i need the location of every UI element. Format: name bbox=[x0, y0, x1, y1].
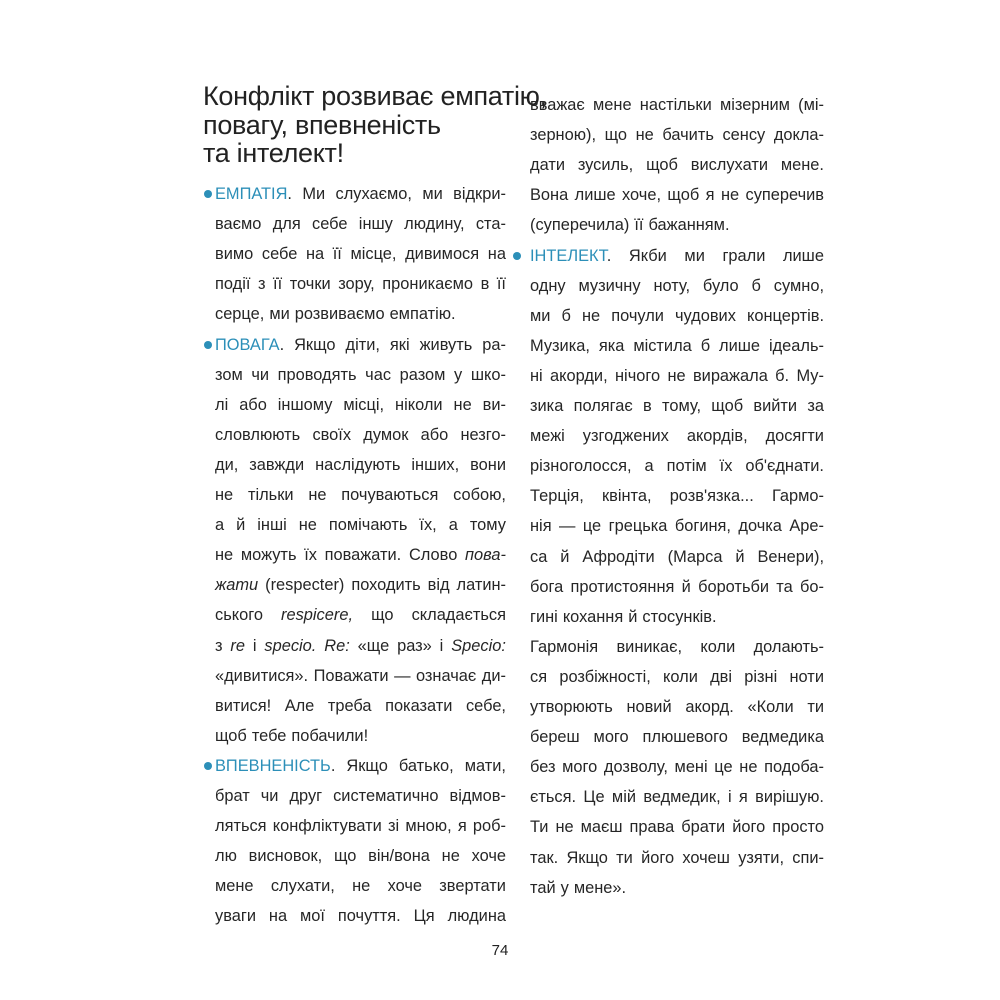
text-line: без мого дозволу, мені це не подоба- bbox=[530, 758, 824, 777]
text-line: ляться конфліктувати зі мною, я роб- bbox=[215, 817, 506, 836]
text-line: ми б не почули чудових концертів. bbox=[530, 306, 824, 325]
text-line: так. Якщо ти його хочеш узяти, спи- bbox=[530, 848, 824, 867]
text-line: зика полягає в тому, щоб вийти за bbox=[530, 397, 824, 415]
text-line: ваємо для себе іншу людину, ста- bbox=[215, 215, 506, 234]
text-line: вважає мене настільки мізерним (мі- bbox=[530, 96, 824, 114]
bullet-icon bbox=[204, 762, 212, 770]
text-line: ди, завжди наслідують інших, вони bbox=[215, 455, 506, 474]
keyword: ПОВАГА. bbox=[215, 335, 285, 354]
text-line: гині кохання й стосунків. bbox=[530, 607, 717, 626]
text-line: не тільки не почуваються собою, bbox=[215, 486, 506, 504]
text-line: події з її точки зору, проникаємо в її bbox=[215, 275, 506, 294]
text-line: бога протистояння й боротьби та бо- bbox=[530, 577, 824, 596]
text-line: ється. Це мій ведмедик, і я вирішую. bbox=[530, 788, 824, 807]
text-line: уваги на мої почуття. Ця людина bbox=[215, 907, 506, 926]
bullet-icon bbox=[204, 341, 212, 349]
text-line: словлюють своїх думок або незго- bbox=[215, 425, 506, 444]
text-line: мене слухати, не хоче звертати bbox=[215, 877, 506, 896]
text-line: (суперечила) її бажанням. bbox=[530, 216, 730, 235]
text-line: серце, ми розвиваємо емпатію. bbox=[215, 305, 456, 324]
text-line: ЕМПАТІЯ. Ми слухаємо, ми відкри- bbox=[215, 179, 506, 209]
text-line: Ти не маєш права брати його просто bbox=[530, 818, 824, 837]
bullet-icon bbox=[513, 252, 521, 260]
text-line: різноголосся, а потім їх об'єднати. bbox=[530, 457, 824, 476]
text-line: нія — це грецька богиня, дочка Аре- bbox=[530, 517, 824, 536]
text-line: ВПЕВНЕНІСТЬ. Якщо батько, мати, bbox=[215, 751, 506, 781]
heading-line: повагу, впевненість bbox=[203, 109, 441, 140]
text-line: лі або іншому місці, ніколи не ви- bbox=[215, 395, 506, 414]
text-line: утворюють новий акорд. «Коли ти bbox=[530, 698, 824, 716]
text-line: Терція, квінта, розв'язка... Гармо- bbox=[530, 487, 824, 506]
text-line: з re і specio. Re: «ще раз» і Specio: bbox=[215, 636, 506, 655]
text-line: одну музичну ноту, було б сумно, bbox=[530, 276, 824, 295]
text-line: брат чи друг систематично відмов- bbox=[215, 787, 506, 805]
text-line: дати зусиль, щоб вислухати мене. bbox=[530, 156, 824, 175]
text-line: са й Афродіти (Марса й Венери), bbox=[530, 547, 824, 566]
text-line: ІНТЕЛЕКТ. Якби ми грали лише bbox=[530, 241, 824, 271]
text-line: ся розбіжності, коли дві різні ноти bbox=[530, 667, 824, 686]
bullet-icon bbox=[204, 190, 212, 198]
keyword: ІНТЕЛЕКТ. bbox=[530, 246, 612, 265]
text-line: ського respicere, що складається bbox=[215, 606, 506, 625]
text-line: «дивитися». Поважати — означає ди- bbox=[215, 666, 506, 685]
text-line: зом чи проводять час разом у шко- bbox=[215, 365, 506, 384]
text-line: щоб тебе побачили! bbox=[215, 726, 369, 745]
heading-line: Конфлікт розвиває емпатію, bbox=[203, 81, 547, 111]
keyword: ВПЕВНЕНІСТЬ. bbox=[215, 756, 336, 775]
text-line: Гармонія виникає, коли долають- bbox=[530, 637, 824, 656]
text-line: зерною), що не бачить сенсу докла- bbox=[530, 126, 824, 145]
text-line: Вона лише хоче, щоб я не суперечив bbox=[530, 186, 824, 205]
text-line: межі узгоджених акордів, досягти bbox=[530, 427, 824, 446]
text-line: не можуть їх поважати. Слово пова- bbox=[215, 546, 506, 565]
text-line: жати (respecter) походить від латин- bbox=[215, 576, 506, 595]
text-line: витися! Але треба показати себе, bbox=[215, 696, 506, 715]
text-line: лю висновок, що він/вона не хоче bbox=[215, 847, 506, 866]
section-heading bbox=[203, 81, 547, 168]
keyword: ЕМПАТІЯ. bbox=[215, 185, 292, 203]
text-line: береш мого плюшевого ведмедика bbox=[530, 728, 824, 747]
text-line: ні акорди, нічого не виражала б. Му- bbox=[530, 366, 824, 385]
text-line: а й інші не помічають їх, а тому bbox=[215, 516, 506, 535]
text-line: тай у мене». bbox=[530, 878, 627, 897]
text-line: вимо себе на її місце, дивимося на bbox=[215, 245, 506, 264]
text-line: Музика, яка містила б лише ідеаль- bbox=[530, 336, 824, 355]
page-number: 74 bbox=[491, 942, 509, 959]
heading-line: та інтелект! bbox=[203, 138, 344, 168]
text-line: ПОВАГА. Якщо діти, які живуть ра- bbox=[215, 330, 506, 360]
